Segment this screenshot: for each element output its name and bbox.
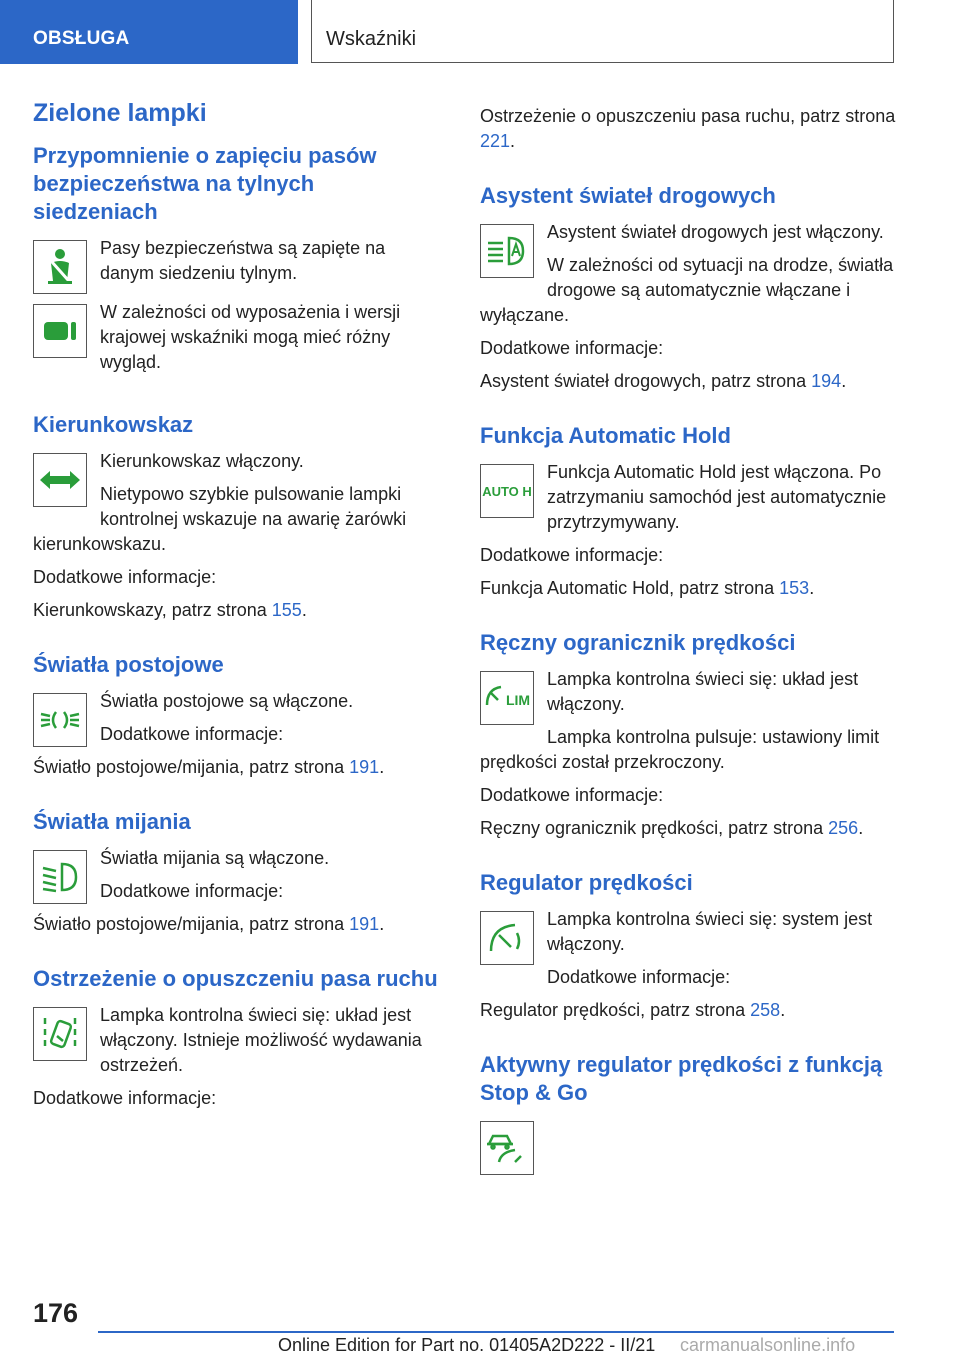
page-heading: Zielone lampki bbox=[33, 99, 207, 127]
cruise-page-link[interactable]: 258 bbox=[750, 1000, 781, 1020]
page-number: 176 bbox=[33, 1298, 79, 1328]
section-acc bbox=[480, 1051, 900, 1181]
low-ref: Światło postojowe/mijania, patrz strona bbox=[33, 914, 350, 934]
low-beam-icon bbox=[33, 850, 87, 904]
section-lane bbox=[33, 965, 443, 1111]
lane-title: Ostrzeżenie o opuszczeniu pasa ruchu bbox=[33, 966, 438, 991]
high-ref: Asystent świateł drogowych, patrz strona bbox=[480, 371, 812, 391]
cruise-ref: Regulator prędkości, patrz strona bbox=[480, 1000, 751, 1020]
section-belts bbox=[33, 142, 443, 383]
turn-page-link[interactable]: 155 bbox=[271, 600, 302, 620]
autohold-ref: Funkcja Automatic Hold, patrz strona bbox=[480, 578, 780, 598]
lane-text-2: Dodatkowe informacje: bbox=[33, 1088, 217, 1108]
high-page-link[interactable]: 194 bbox=[811, 371, 842, 391]
parking-light-icon bbox=[33, 693, 87, 747]
turn-ref: Kierunkowskazy, patrz strona bbox=[33, 600, 272, 620]
parking-text-2: Dodatkowe informacje: bbox=[100, 724, 284, 744]
section-autohold: Funkcja Automatic Hold AUTO H Funkcja Automatic Hold jest włączona. Po zatrzymaniu samochód jest automatycznie przytrzymywany. Dodatkowe informacje: Funkcja Automatic Hold, patrz strona 153. bbox=[480, 422, 900, 601]
section-tab bbox=[0, 0, 298, 64]
autohold-title: Funkcja Automatic Hold bbox=[480, 423, 731, 448]
parking-title: Światła postojowe bbox=[33, 652, 224, 677]
cruise-control-icon bbox=[480, 911, 534, 965]
section-cruise: Regulator prędkości Lampka kontrolna świeci się: system jest włączony. Dodatkowe informacje: Regulator prędkości, patrz strona 258. bbox=[480, 869, 900, 1023]
watermark: carmanualsonline.info bbox=[680, 1335, 856, 1355]
low-text-2: Dodatkowe informacje: bbox=[100, 881, 284, 901]
edition-text: Online Edition for Part no. 01405A2D222 - II/21 bbox=[278, 1335, 656, 1355]
lane-page-link[interactable]: 221 bbox=[480, 131, 511, 151]
cruise-text-1: Lampka kontrolna świeci się: system jest włączony. bbox=[547, 909, 873, 954]
acc-title: Aktywny regulator prędkości z funkcją Stop & Go bbox=[480, 1052, 883, 1105]
turn-title: Kierunkowskaz bbox=[33, 412, 194, 437]
autohold-text-1: Funkcja Automatic Hold jest włączona. Po zatrzymaniu samochód jest automatycznie przytrzymywany. bbox=[547, 462, 887, 532]
low-title: Światła mijania bbox=[33, 809, 191, 834]
auto-hold-icon bbox=[480, 464, 534, 518]
chapter-label: Wskaźniki bbox=[326, 28, 417, 50]
limiter-ref: Ręczny ogranicznik prędkości, patrz strona bbox=[480, 818, 829, 838]
turn-text-2: Nietypowo szybkie pulsowanie lampki kontrolnej wskazuje na awarię żarówki kierunkowskazu. bbox=[33, 484, 407, 554]
seatbelt-icon bbox=[33, 240, 87, 294]
low-text-1: Światła mijania są włączone. bbox=[100, 848, 330, 868]
turn-signal-icon bbox=[33, 453, 87, 507]
limiter-text-3: Dodatkowe informacje: bbox=[480, 785, 664, 805]
lane-ref: Ostrzeżenie o opuszczeniu pasa ruchu, patrz strona bbox=[480, 106, 896, 126]
section-label: OBSŁUGA bbox=[33, 28, 130, 49]
autohold-text-2: Dodatkowe informacje: bbox=[480, 545, 664, 565]
limiter-text-1: Lampka kontrolna świeci się: układ jest włączony. bbox=[547, 669, 859, 714]
high-beam-assist-icon bbox=[480, 224, 534, 278]
lane-text-1: Lampka kontrolna świeci się: układ jest włączony. Istnieje możliwość wydawania ostrzeżeń. bbox=[100, 1005, 422, 1075]
section-turn: Kierunkowskaz Kierunkowskaz włączony. Nietypowo szybkie pulsowanie lampki kontrolnej wskazuje na awarię żarówki kierunkowskazu. Dodatkowe informacje: Kierunkowskazy, patrz strona 155. bbox=[33, 411, 443, 623]
rear-belt-indicator-icon bbox=[33, 304, 87, 358]
left-column bbox=[33, 98, 443, 1139]
chapter-tab bbox=[311, 0, 894, 63]
auto-hold-icon-text: AUTO H bbox=[482, 483, 532, 499]
belts-text-2: W zależności od wyposażenia i wersji krajowej wskaźniki mogą mieć różny wygląd. bbox=[100, 302, 401, 372]
right-column bbox=[480, 98, 900, 1209]
section-high-beam: Asystent świateł drogowych Asystent świateł drogowych jest włączony. W zależności od sytuacji na drodze, światła drogowe są automatycznie włączane i wyłączane. Dodatkowe informacje: Asystent świateł drogowych, patrz strona 194. bbox=[480, 182, 900, 394]
limiter-text-2: Lampka kontrolna pulsuje: ustawiony limit prędkości został przekroczony. bbox=[480, 727, 880, 772]
speed-limiter-icon-text: LIM bbox=[505, 692, 531, 708]
section-lane-cont: Ostrzeżenie o opuszczeniu pasa ruchu, patrz strona 221. bbox=[480, 106, 896, 151]
high-text-2: W zależności od sytuacji na drodze, światła drogowe są automatycznie włączane i wyłączane. bbox=[480, 255, 894, 325]
parking-text-1: Światła postojowe są włączone. bbox=[100, 691, 354, 711]
parking-page-link[interactable]: 191 bbox=[349, 757, 380, 777]
high-text-1: Asystent świateł drogowych jest włączony. bbox=[547, 222, 884, 242]
belts-title: Przypomnienie o zapięciu pasów bezpieczeństwa na tylnych siedzeniach bbox=[33, 143, 377, 224]
high-title: Asystent świateł drogowych bbox=[480, 183, 776, 208]
parking-ref: Światło postojowe/mijania, patrz strona bbox=[33, 757, 350, 777]
active-cruise-control-icon bbox=[480, 1121, 534, 1175]
limiter-page-link[interactable]: 256 bbox=[828, 818, 859, 838]
turn-text-1: Kierunkowskaz włączony. bbox=[100, 451, 304, 471]
cruise-title: Regulator prędkości bbox=[480, 870, 693, 895]
cruise-text-2: Dodatkowe informacje: bbox=[547, 967, 731, 987]
low-page-link[interactable]: 191 bbox=[349, 914, 380, 934]
high-text-3: Dodatkowe informacje: bbox=[480, 338, 664, 358]
speed-limiter-icon bbox=[480, 671, 534, 725]
limiter-title: Ręczny ogranicznik prędkości bbox=[480, 630, 796, 655]
lane-departure-icon bbox=[33, 1007, 87, 1061]
section-low: Światła mijania Światła mijania są włączone. Dodatkowe informacje: Światło postojowe/mijania, patrz strona 191. bbox=[33, 808, 443, 937]
section-parking: Światła postojowe Światła postojowe są włączone. Dodatkowe informacje: Światło postojowe/mijania, patrz strona 191. bbox=[33, 651, 443, 780]
belts-text-1: Pasy bezpieczeństwa są zapięte na danym siedzeniu tylnym. bbox=[100, 238, 386, 283]
footer-rule bbox=[98, 1331, 894, 1333]
autohold-page-link[interactable]: 153 bbox=[779, 578, 810, 598]
section-limiter: Ręczny ogranicznik prędkości LIM Lampka kontrolna świeci się: układ jest włączony. Lampka kontrolna pulsuje: ustawiony limit prędkości został przekroczony. Dodatkowe informacje: Ręczny ogranicznik prędkości, patrz strona 256. bbox=[480, 629, 900, 841]
turn-text-3: Dodatkowe informacje: bbox=[33, 567, 217, 587]
